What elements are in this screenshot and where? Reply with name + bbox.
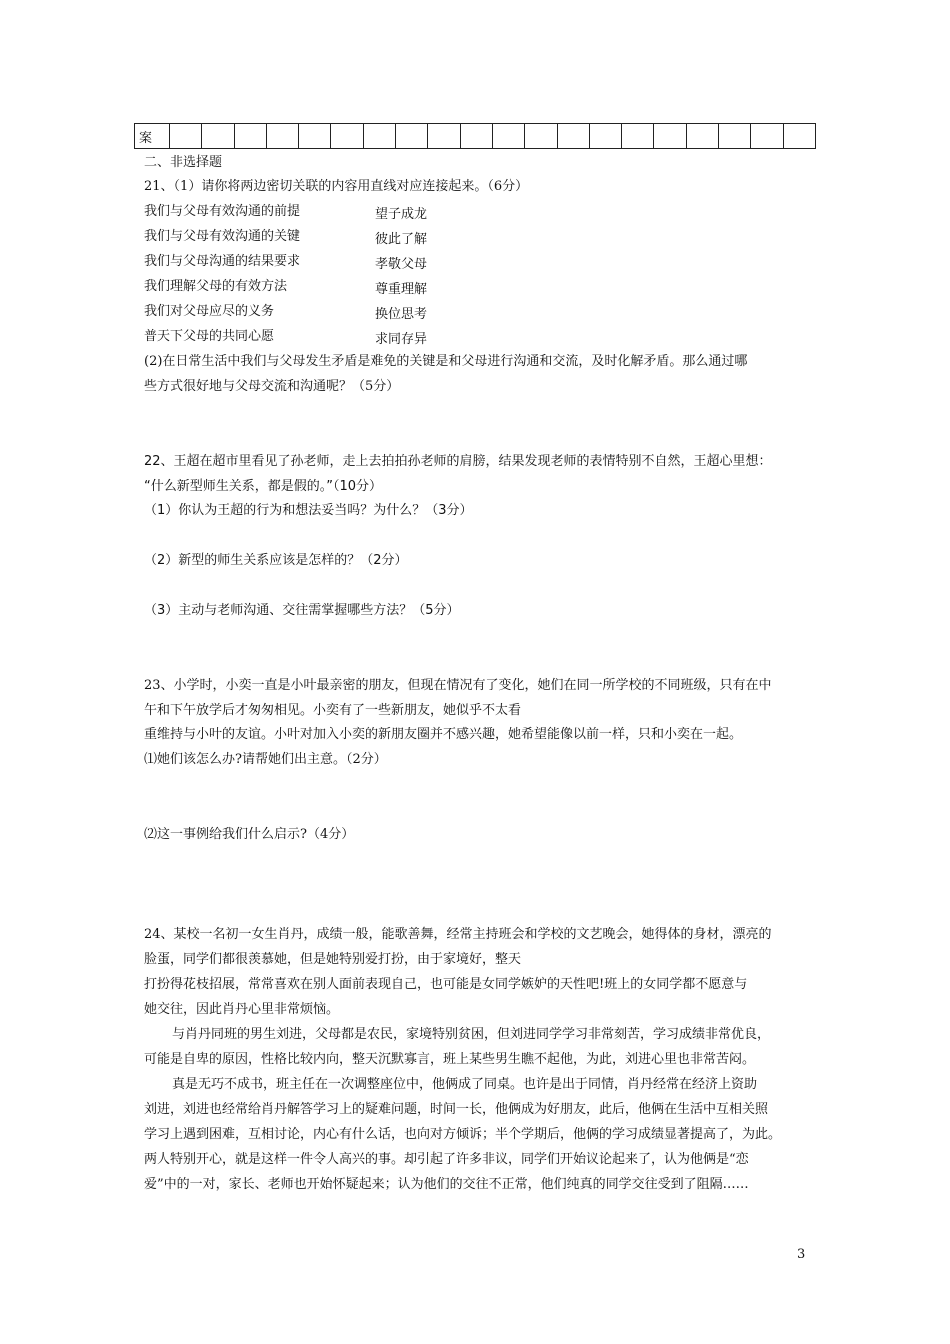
answer-cell	[557, 124, 589, 149]
q21-left-item: 普天下父母的共同心愿	[144, 329, 275, 344]
answer-cell	[299, 124, 331, 149]
q21-part2-line: 些方式很好地与父母交流和沟通呢？（5分）	[144, 379, 400, 394]
answer-cell	[622, 124, 654, 149]
q21-left-item: 我们理解父母的有效方法	[144, 279, 288, 294]
q24-paragraph-line: 爱”中的一对，家长、老师也开始怀疑起来；认为他们的交往不正常，他们纯真的同学交往受到了阻隔……	[144, 1177, 749, 1192]
q23-sub-question: ⑴她们该怎么办?请帮她们出主意。（2分）	[144, 752, 387, 767]
q21-intro: 21、（1）请你将两边密切关联的内容用直线对应连接起来。（6分）	[144, 179, 529, 194]
q22-line: “什么新型师生关系，都是假的。”（10分）	[144, 479, 383, 494]
answer-cell	[460, 124, 492, 149]
q23-line: 23、小学时，小奕一直是小叶最亲密的朋友，但现在情况有了变化，她们在同一所学校的不同班级，只有在中	[144, 678, 772, 693]
answer-cell	[202, 124, 234, 149]
answer-row	[135, 124, 816, 149]
answer-cell	[589, 124, 621, 149]
answer-label: 案	[135, 124, 170, 149]
answer-cell	[525, 124, 557, 149]
answer-cell	[266, 124, 298, 149]
q24-paragraph-line: 刘进，刘进也经常给肖丹解答学习上的疑难问题，时间一长，他俩成为好朋友，此后，他俩在生活中互相关照	[144, 1102, 769, 1117]
q23-line: 午和下午放学后才匆匆相见。小奕有了一些新朋友，她似乎不太看	[144, 703, 522, 718]
q21-left-item: 我们对父母应尽的义务	[144, 304, 275, 319]
answer-cell	[686, 124, 718, 149]
q21-right-item: 望子成龙	[375, 207, 428, 222]
q21-left-item: 我们与父母有效沟通的前提	[144, 204, 301, 219]
q21-left-item: 我们与父母有效沟通的关键	[144, 229, 301, 244]
answer-cell	[783, 124, 815, 149]
answer-cell	[751, 124, 783, 149]
section-title: 二、非选择题	[144, 155, 223, 170]
q22-sub-question: （2）新型的师生关系应该是怎样的？（2分）	[144, 553, 408, 568]
q24-line: 打扮得花枝招展，常常喜欢在别人面前表现自己，也可能是女同学嫉妒的天性吧!班上的女同学都不愿意与	[144, 977, 748, 992]
q24-paragraph-line: 两人特别开心，就是这样一件令人高兴的事。却引起了许多非议，同学们开始议论起来了，认为他俩是“恋	[144, 1152, 749, 1167]
answer-cell	[234, 124, 266, 149]
q21-part2-line: (2)在日常生活中我们与父母发生矛盾是难免的关键是和父母进行沟通和交流，及时化解矛盾。那么通过哪	[144, 354, 748, 369]
q22-sub-question: （3）主动与老师沟通、交往需掌握哪些方法？（5分）	[144, 603, 460, 618]
q21-left-item: 我们与父母沟通的结果要求	[144, 254, 301, 269]
q24-line: 24、某校一名初一女生肖丹，成绩一般，能歌善舞，经常主持班会和学校的文艺晚会，她得体的身材，漂亮的	[144, 927, 772, 942]
answer-cell	[363, 124, 395, 149]
page-number: 3	[797, 1247, 806, 1262]
q24-line: 脸蛋，同学们都很羡慕她，但是她特别爱打扮，由于家境好，整天	[144, 952, 522, 967]
q21-right-item: 尊重理解	[375, 282, 428, 297]
q24-paragraph-line: 可能是自卑的原因，性格比较内向，整天沉默寡言，班上某些男生瞧不起他，为此，刘进心里也非常苦闷。	[144, 1052, 756, 1067]
q21-right-item: 换位思考	[375, 307, 428, 322]
answer-cell	[654, 124, 686, 149]
q21-right-item: 孝敬父母	[375, 257, 428, 272]
q23-line: 重维持与小叶的友谊。小叶对加入小奕的新朋友圈并不感兴趣，她希望能像以前一样，只和小奕在一起。	[144, 727, 743, 742]
q23-sub-question: ⑵这一事例给我们什么启示?（4分）	[144, 827, 355, 842]
q22-line: 22、王超在超市里看见了孙老师，走上去拍拍孙老师的肩膀，结果发现老师的表情特别不自然，王超心里想：	[144, 454, 772, 469]
q24-paragraph-line: 与肖丹同班的男生刘进，父母都是农民，家境特别贫困，但刘进同学学习非常刻苦，学习成绩非常优良，	[172, 1027, 771, 1042]
q22-sub-question: （1）你认为王超的行为和想法妥当吗？为什么？（3分）	[144, 503, 473, 518]
q24-paragraph-line: 学习上遇到困难，互相讨论，内心有什么话，也向对方倾诉；半个学期后，他俩的学习成绩显著提高了，为此。	[144, 1127, 782, 1142]
answer-cell	[719, 124, 751, 149]
answer-cell	[428, 124, 460, 149]
answer-table	[134, 123, 816, 149]
answer-cell	[170, 124, 202, 149]
q21-right-item: 彼此了解	[375, 232, 428, 247]
q24-line: 她交往，因此肖丹心里非常烦恼。	[144, 1002, 340, 1017]
answer-cell	[396, 124, 428, 149]
q21-right-item: 求同存异	[375, 332, 428, 347]
answer-cell	[492, 124, 524, 149]
q24-paragraph-line: 真是无巧不成书，班主任在一次调整座位中，他俩成了同桌。也许是出于同情，肖丹经常在经济上资助	[172, 1077, 758, 1092]
answer-cell	[331, 124, 363, 149]
